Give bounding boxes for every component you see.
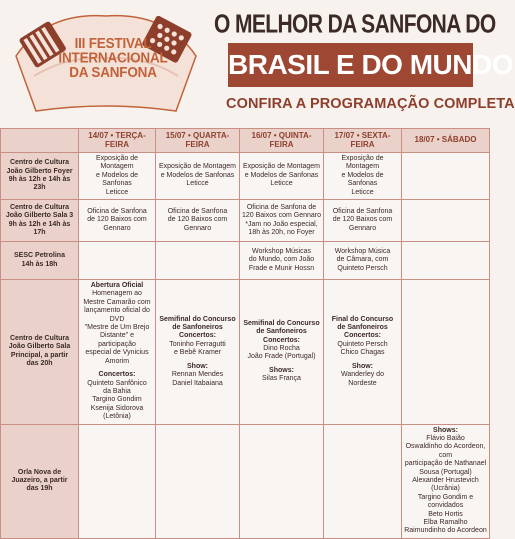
event-line: Gennaro [183,224,212,232]
event-line: Wanderley do Nordeste [341,371,384,387]
event-line: Workshop Músicas [251,247,311,255]
headline-top: O MELHOR DA SANFONA DO [214,10,496,39]
event-line: da Bahia [103,387,131,395]
event-cell-empty [240,424,324,538]
event-line: Rennan Mendes [171,371,224,379]
event-line: Oficina de Sanfona [332,207,393,215]
event-line: e Modelos de Sanfonas [341,171,384,188]
event-cell-empty [402,242,490,280]
venue-line: Centro de Cultura [9,203,70,211]
event-cell [156,200,240,242]
event-line: de 120 Baixos com [332,216,393,224]
event-line: *Jam no João especial, [245,220,318,228]
event-cell-empty [402,153,490,200]
event-line: Targino Gondim [92,396,142,404]
day-header: 18/07 • SÁBADO [402,129,490,153]
event-title: Shows: [433,426,458,434]
event-cell [79,200,156,242]
event-cell [324,200,402,242]
event-title: Concertos: [344,332,381,340]
table-row [1,153,490,200]
event-line: Quinteto Sanfônico [87,379,147,387]
event-line: Exposição de Montagem [95,155,139,171]
event-cell [240,153,324,200]
event-line: de Câmara, com [336,256,389,264]
event-line: Homenagem ao [92,290,142,298]
event-line: Targino Gondim e convidados [417,493,474,510]
event-cell-empty [324,424,402,538]
venue-line: Juazeiro, a partir [11,476,68,484]
event-line: Mestre Camarão com [83,298,151,306]
event-line: Frade e Munir Hossn [248,264,315,272]
venue-line: Centro de Cultura [9,334,70,342]
event-line: Leticce [351,188,374,196]
event-line: João Frade (Portugal) [247,353,316,361]
table-row [1,200,490,242]
event-line: Leticce [270,180,293,188]
event-cell [324,153,402,200]
venue-line: João Gilberto Sala 3 [5,212,74,220]
table-row [1,242,490,280]
event-title: Final do Concurso [331,315,394,323]
event-title: de Sanfoneiros [172,324,223,332]
venue-line: 9h às 12h e 14h às 23h [8,176,71,192]
event-line: Oficina de Sanfona [87,207,147,215]
event-line: de 120 Baixos com [167,216,228,224]
event-cell [240,200,324,242]
venue-line: Centro de Cultura [9,159,70,167]
headline-banner: BRASIL E DO MUNDO [228,43,473,87]
event-subtitle: Shows: [269,366,294,374]
venue-line: 14h às 18h [21,260,58,268]
venue-cell [1,280,79,425]
event-line: 120 Baixos com Gennaro [242,212,321,220]
event-line: Leticce [186,180,209,188]
event-line: Exposição de Montagem [242,163,321,171]
event-subtitle: Show: [187,362,208,370]
event-cell-empty [156,242,240,280]
venue-line: das 20h [26,360,53,368]
venue-cell [1,200,79,242]
logo-line: III FESTIVAL [74,34,152,52]
event-cell [324,280,402,425]
event-line: Distante" e participação [98,332,136,348]
event-cell [156,280,240,425]
event-line: Leticce [105,188,129,196]
event-line: Elba Ramalho [423,519,468,526]
venue-cell [1,424,79,538]
event-line: e Bebê Kramer [173,349,222,357]
event-cell [402,424,490,538]
event-title: Concertos: [263,336,300,344]
day-header: 14/07 • TERÇA-FEIRA [79,129,156,153]
event-line: Toninho Ferragutti [169,340,226,348]
event-line: Exposição de Montagem [341,155,384,171]
table-header-row [1,129,490,153]
event-line: Oswaldinho do Acordeon, com [405,443,486,459]
event-line: Quinteto Persch [337,264,388,272]
event-title: Semifinal do Concurso [159,315,236,323]
venue-line: João Gilberto Foyer [6,167,73,175]
event-cell-empty [79,242,156,280]
event-line: Gennaro [348,224,377,232]
venue-line: João Gilberto Sala [8,343,71,351]
event-line: especial de Vynicius [85,349,149,357]
logo-line: DA SANFONA [69,63,157,81]
event-cell-empty [402,200,490,242]
event-line: Chico Chagas [340,349,385,357]
event-line: Gennaro [103,224,131,232]
event-subtitle: Concertos: [98,371,136,379]
logo-line: INTERNACIONAL [58,49,168,66]
event-line: de 120 Baixos com [87,216,147,224]
venue-line: Principal, a partir [10,351,69,359]
event-line: e Modelos de Sanfonas [95,171,139,188]
event-line: Ksenija Sidorova (Letônia) [90,404,144,421]
venue-line: SESC Petrolina [14,252,65,260]
event-line: participação de Nathanael [404,460,487,468]
event-cell-empty [156,424,240,538]
event-line: 18h às 20h, no Foyer [248,228,315,236]
event-line: Silas França [262,375,301,383]
event-title: Abertura Oficial [90,282,144,290]
event-line: do Mundo, com João [248,256,315,264]
event-line: Alexander Hrustevich (Ucrânia) [412,476,479,493]
event-line: Daniel Itabaiana [172,379,223,387]
event-title: de Sanfoneiros [337,324,388,332]
event-line: Raimundinho do Acordeon [404,527,487,535]
event-cell [240,242,324,280]
logo-title [58,36,168,79]
event-subtitle: Show: [352,362,373,370]
event-cell [79,280,156,425]
event-line: e Modelos de Sanfonas [244,171,319,179]
venue-line: 9h às 12h e 14h às 17h [8,220,71,236]
event-line: Oficina de Sanfona [167,207,228,215]
event-line: lançamento oficial do DVD [84,307,150,323]
event-line: Quinteto Persch [337,340,388,348]
table-row [1,280,490,425]
event-cell-empty [79,424,156,538]
headline-subtitle: CONFIRA A PROGRAMAÇÃO COMPLETA [226,96,515,112]
day-header: 17/07 • SEXTA-FEIRA [324,129,402,153]
event-cell [324,242,402,280]
event-line: "Mestre de Um Brejo [84,324,150,332]
venue-line: das 19h [26,485,53,493]
event-line: Flávio Baião [426,434,465,442]
schedule-table [0,128,490,539]
event-line: Oficina de Sanfona de [246,203,317,211]
event-cell [156,153,240,200]
event-line: Sousa (Portugal) [419,468,472,476]
venue-line: Orla Nova de [17,468,62,476]
event-line: Exposição de Montagem [158,163,237,171]
event-line: Amorim [104,357,130,365]
event-line: Dino Rocha [263,345,300,353]
venue-cell [1,242,79,280]
corner-cell [1,129,79,153]
event-cell [79,153,156,200]
page-header [0,0,515,126]
venue-cell [1,153,79,200]
event-title: de Sanfoneiros [256,328,307,336]
day-header: 16/07 • QUINTA-FEIRA [240,129,324,153]
event-title: Concertos: [179,332,216,340]
event-cell [240,280,324,425]
event-line: e Modelos de Sanfonas [160,171,235,179]
table-row [1,424,490,538]
day-header: 15/07 • QUARTA-FEIRA [156,129,240,153]
event-title: Semifinal do Concurso [243,319,320,327]
event-line: Beto Hortis [428,510,463,518]
event-line: Workshop Música [334,247,391,255]
event-cell-empty [402,280,490,425]
